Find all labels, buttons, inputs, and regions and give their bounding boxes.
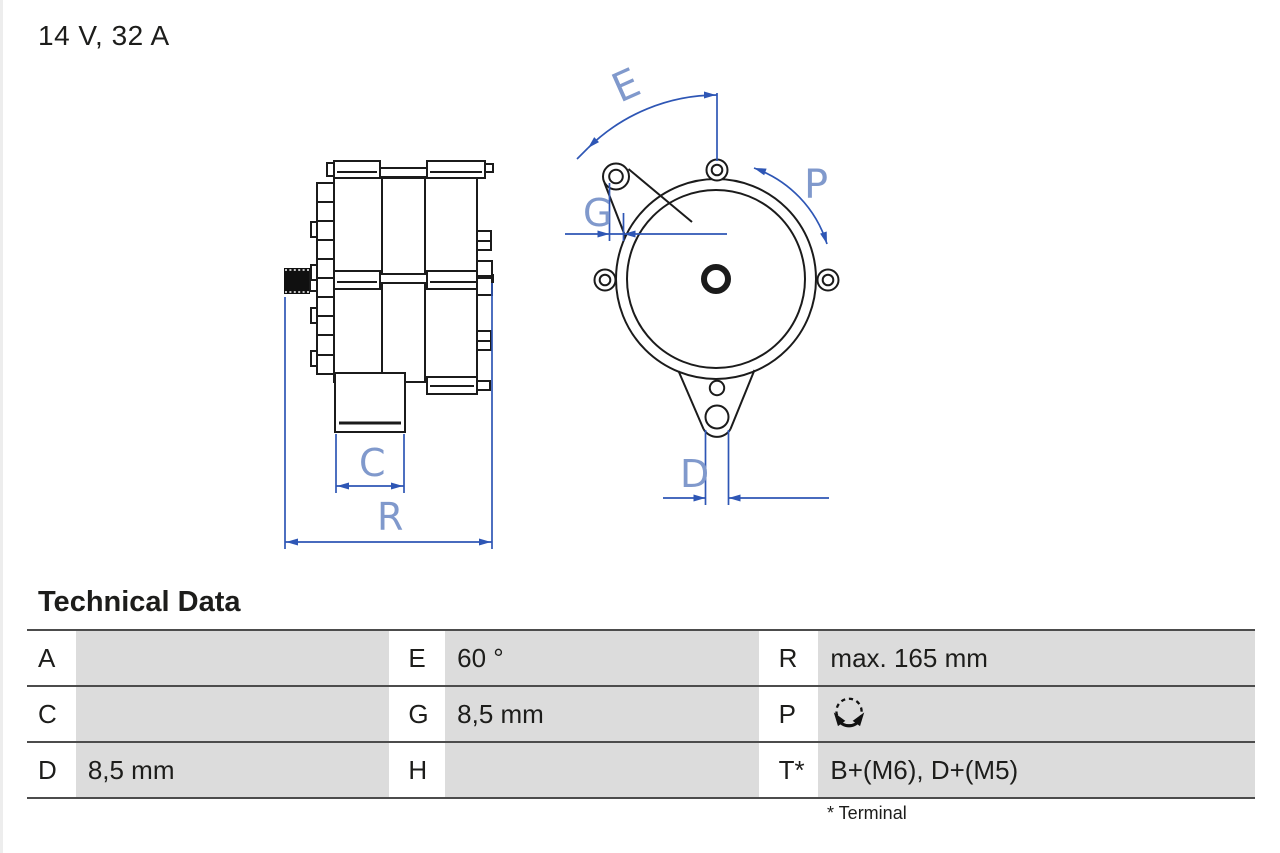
param-label-t: T* [759, 743, 819, 797]
dimension-label-d: D [680, 452, 710, 496]
table-row [27, 743, 1255, 799]
dimension-label-e: E [605, 59, 648, 113]
param-label-a: A [27, 631, 76, 685]
table-row [27, 687, 1255, 743]
param-value-p [818, 687, 1255, 741]
param-label-g: G [389, 687, 445, 741]
param-value-t: B+(M6), D+(M5) [818, 743, 1255, 797]
param-label-r: R [759, 631, 819, 685]
param-value-h [445, 743, 759, 797]
param-label-p: P [759, 687, 819, 741]
front-view-dimensions [565, 93, 829, 505]
dimension-label-c: C [359, 441, 386, 485]
param-label-h: H [389, 743, 445, 797]
dimension-label-g: G [583, 191, 613, 235]
shaft-thread [284, 268, 310, 294]
front-view-dimension-arrows [588, 92, 827, 502]
technical-data-title: Technical Data [38, 586, 241, 618]
housing-outline [616, 179, 816, 379]
dimension-label-r: R [377, 495, 404, 539]
page-title: 14 V, 32 A [38, 20, 170, 51]
param-value-e: 60 ° [445, 631, 759, 685]
param-value-g: 8,5 mm [445, 687, 759, 741]
param-value-r: max. 165 mm [818, 631, 1255, 685]
param-label-e: E [389, 631, 445, 685]
shaft-hole [704, 267, 728, 291]
technical-data-table [27, 629, 1255, 799]
param-value-c [76, 687, 390, 741]
alternator-side-view [284, 161, 493, 432]
table-row [27, 631, 1255, 687]
rotation-both-directions-icon [828, 693, 870, 735]
terminal-footnote: * Terminal [827, 803, 907, 823]
param-label-c: C [27, 687, 76, 741]
param-value-a [76, 631, 390, 685]
param-label-d: D [27, 743, 76, 797]
param-value-d: 8,5 mm [76, 743, 390, 797]
dimension-label-p: P [804, 162, 829, 208]
